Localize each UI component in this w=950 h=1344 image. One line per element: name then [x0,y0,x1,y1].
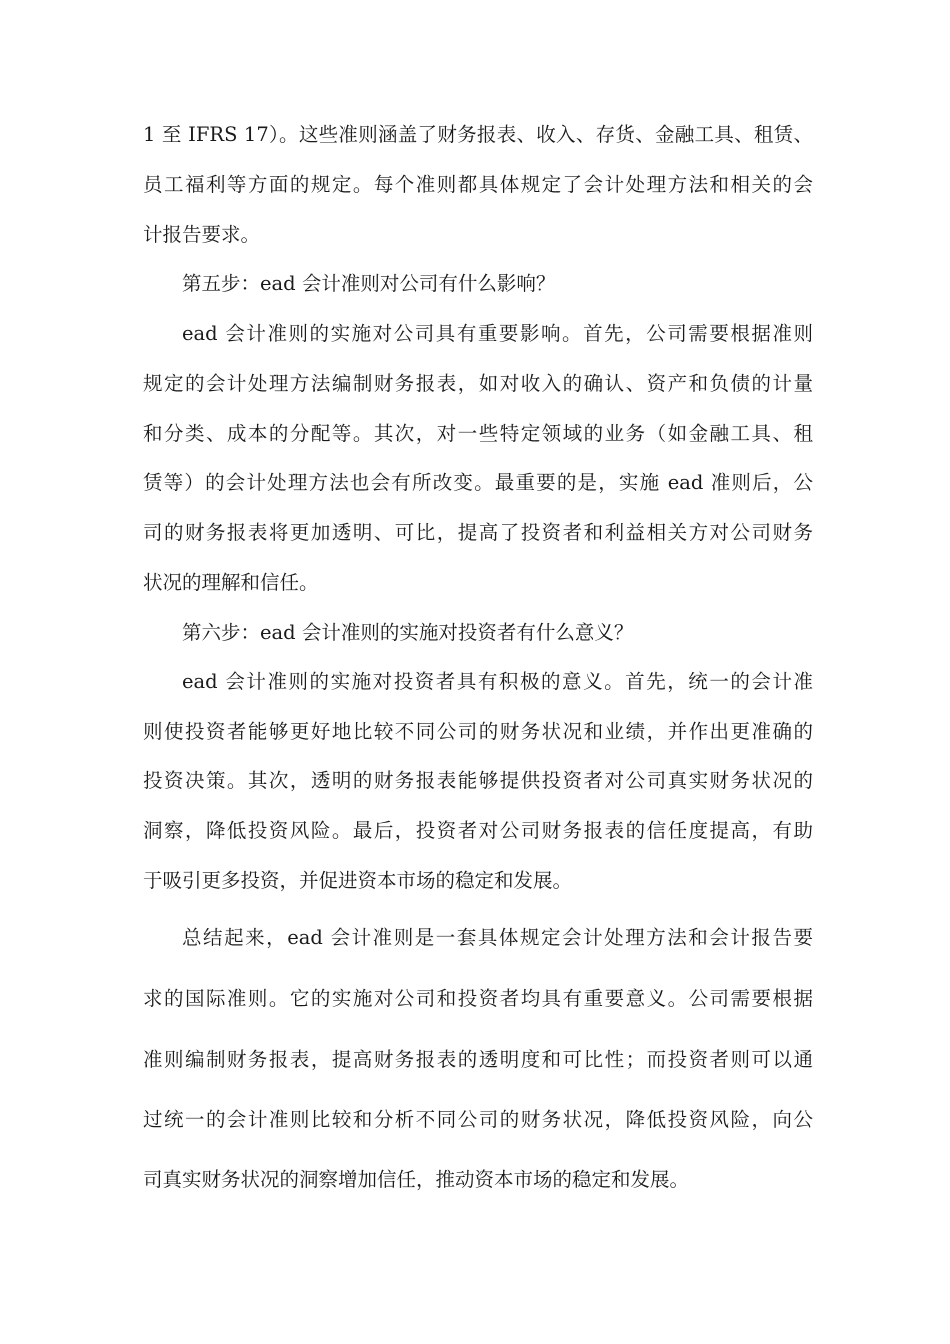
text-line: ead 会计准则的实施对投资者具有积极的意义。首先，统一的会计准 [182,670,813,693]
text-line: 规定的会计处理方法编制财务报表，如对收入的确认、资产和负债的计量 [143,372,813,395]
text-line: 过统一的会计准则比较和分析不同公司的财务状况，降低投资风险，向公 [143,1108,813,1131]
text-line: 投资决策。其次，透明的财务报表能够提供投资者对公司真实财务状况的 [143,769,813,792]
text-line: 准则编制财务报表，提高财务报表的透明度和可比性；而投资者则可以通 [143,1048,813,1071]
section-heading: 第五步：ead 会计准则对公司有什么影响？ [182,272,556,295]
text-line: 司真实财务状况的洞察增加信任，推动资本市场的稳定和发展。 [143,1168,690,1191]
text-line: 司的财务报表将更加透明、可比，提高了投资者和利益相关方对公司财务 [143,521,813,544]
text-line: 计报告要求。 [143,223,261,246]
text-line: 求的国际准则。它的实施对公司和投资者均具有重要意义。公司需要根据 [143,987,813,1010]
text-line: 总结起来，ead 会计准则是一套具体规定会计处理方法和会计报告要 [182,926,813,949]
text-line: ead 会计准则的实施对公司具有重要影响。首先，公司需要根据准则 [182,322,813,345]
text-line: 赁等）的会计处理方法也会有所改变。最重要的是，实施 ead 准则后，公 [143,471,813,494]
text-line: 状况的理解和信任。 [143,571,319,594]
text-line: 和分类、成本的分配等。其次，对一些特定领域的业务（如金融工具、租 [143,422,813,445]
text-line: 员工福利等方面的规定。每个准则都具体规定了会计处理方法和相关的会 [143,173,813,196]
text-line: 洞察，降低投资风险。最后，投资者对公司财务报表的信任度提高，有助 [143,819,813,842]
text-line: 则使投资者能够更好地比较不同公司的财务状况和业绩，并作出更准确的 [143,720,813,743]
section-heading: 第六步：ead 会计准则的实施对投资者有什么意义？ [182,621,634,644]
text-line: 于吸引更多投资，并促进资本市场的稳定和发展。 [143,869,573,892]
text-line: 1 至 IFRS 17）。这些准则涵盖了财务报表、收入、存货、金融工具、租赁、 [143,123,813,146]
